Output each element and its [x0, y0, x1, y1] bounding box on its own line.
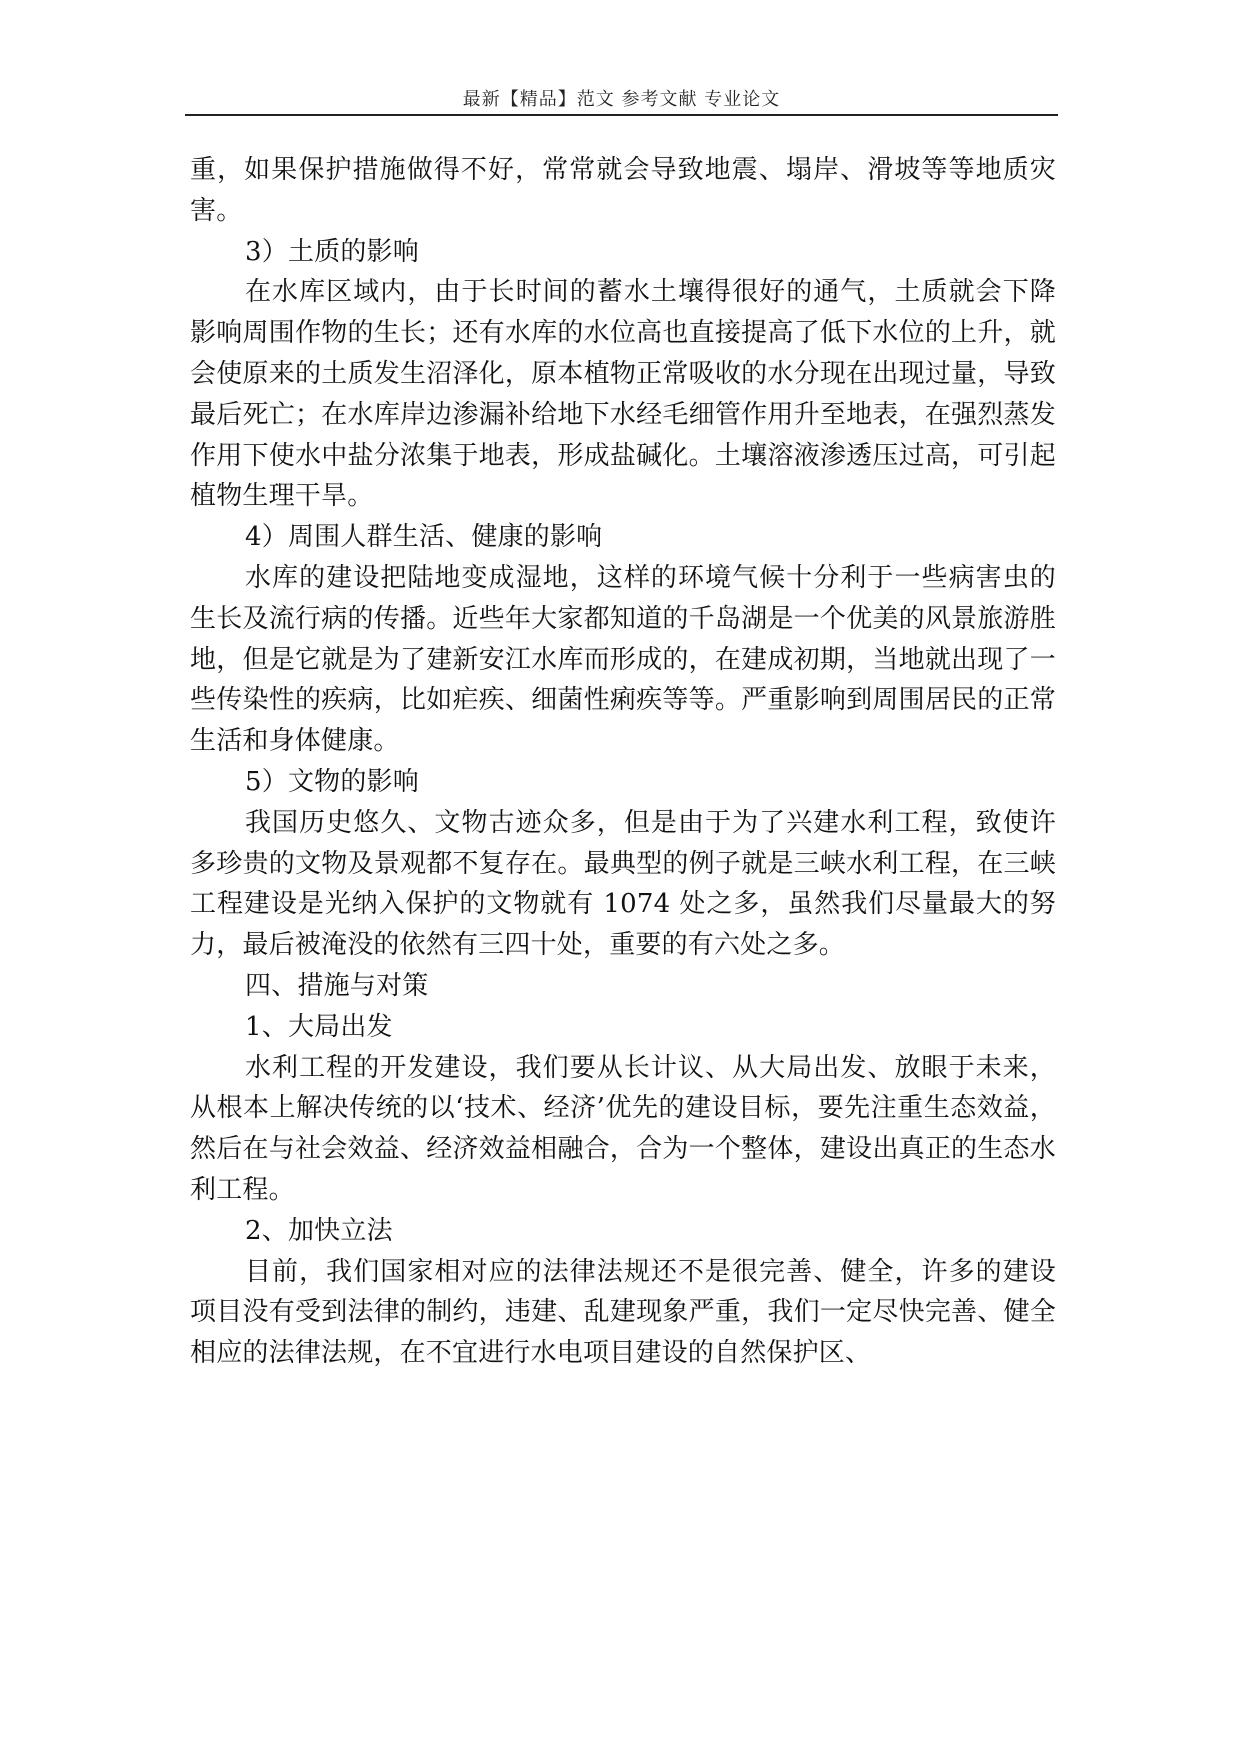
paragraph-soil-impact: 在水库区域内，由于长时间的蓄水土壤得很好的通气，土质就会下降影响周围作物的生长；还有水库的水位高也直接提高了低下水位的上升，就会使原来的土质发生沼泽化，原本植物正常吸收的水分现在出现过量，导致最后死亡；在水库岸边渗漏补给地下水经毛细管作用升至地表，在强烈蒸发作用下使水中盐分浓集于地表，形成盐碱化。土壤溶液渗透压过高，可引起植物生理干旱。: [190, 277, 1056, 512]
paragraph-overall-view: 水利工程的开发建设，我们要从长计议、从大局出发、放眼于未来，从根本上解决传统的以‘技术、经济’优先的建设目标，要先注重生态效益，然后在与社会效益、经济效益相融合，合为一个整体，建设出真正的生态水利工程。: [190, 1052, 1056, 1205]
heading-overall-view: 1、大局出发: [245, 1011, 393, 1042]
header-divider: [185, 114, 1058, 116]
paragraph-relic-impact: 我国历史悠久、文物古迹众多，但是由于为了兴建水利工程，致使许多珍贵的文物及景观都不复存在。最典型的例子就是三峡水利工程，在三峡工程建设是光纳入保护的文物就有 1074 处之多，虽然我们尽量最大的努力，最后被淹没的依然有三四十处，重要的有六处之多。: [190, 807, 1056, 961]
paragraph-geologic-hazards: 重，如果保护措施做得不好，常常就会导致地震、塌岸、滑坡等等地质灾害。: [190, 155, 1056, 226]
heading-legislation: 2、加快立法: [245, 1215, 393, 1246]
heading-soil-impact: 3）土质的影响: [245, 236, 419, 267]
heading-measures: 四、措施与对策: [245, 970, 429, 1001]
paragraph-legislation: 目前，我们国家相对应的法律法规还不是很完善、健全，许多的建设项目没有受到法律的制约，违建、乱建现象严重，我们一定尽快完善、健全相应的法律法规，在不宜进行水电项目建设的自然保护区、: [190, 1256, 1056, 1369]
heading-relic-impact: 5）文物的影响: [245, 766, 419, 797]
page-header: 最新【精品】范文 参考文献 专业论文: [462, 89, 781, 110]
heading-health-impact: 4）周围人群生活、健康的影响: [245, 522, 603, 553]
document-body: [190, 150, 1056, 1374]
paragraph-health-impact: 水库的建设把陆地变成湿地，这样的环境气候十分利于一些病害虫的生长及流行病的传播。近些年大家都知道的千岛湖是一个优美的风景旅游胜地，但是它就是为了建新安江水库而形成的，在建成初期，当地就出现了一些传染性的疾病，比如疟疾、细菌性痢疾等等。严重影响到周围居民的正常生活和身体健康。: [190, 562, 1056, 757]
